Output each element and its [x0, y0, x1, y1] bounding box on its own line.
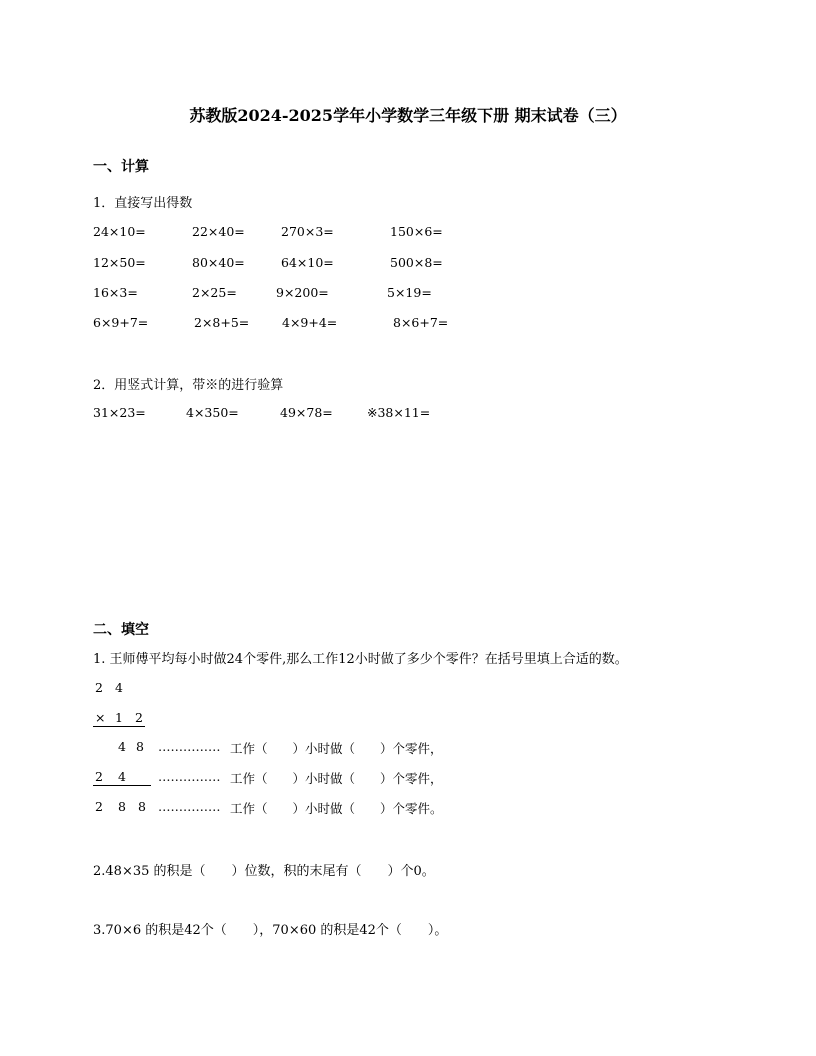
question-label-vertical: 2．用竖式计算，带※的进行验算 — [93, 378, 284, 393]
vertical-calc-item: 31×23= — [93, 405, 146, 420]
page-title: 苏教版2024-2025学年小学数学三年级下册 期末试卷（三） — [189, 106, 627, 125]
vertical-underline — [93, 726, 145, 727]
vertical-calc-item: ※38×11= — [367, 405, 431, 420]
calc-item: 24×10= — [93, 224, 146, 239]
vertical-calc-item: 4×350= — [186, 405, 239, 420]
vertical-digit: 8 — [136, 739, 144, 754]
dot-leader: …………… — [158, 769, 221, 784]
calc-item: 500×8= — [390, 255, 443, 270]
vertical-digit: 2 — [95, 799, 103, 814]
section-heading-calc: 一、计算 — [93, 159, 149, 175]
vertical-digit: 4 — [115, 680, 123, 695]
dot-leader: …………… — [158, 739, 221, 754]
section-heading-fill: 二、填空 — [93, 622, 149, 638]
vertical-underline — [93, 785, 151, 786]
vertical-digit: 8 — [118, 799, 126, 814]
vertical-digit: 2 — [135, 710, 143, 725]
calc-item: 150×6= — [390, 224, 443, 239]
calc-item: 270×3= — [281, 224, 334, 239]
vertical-digit: 2 — [95, 680, 103, 695]
calc-item: 16×3= — [93, 285, 138, 300]
calc-item: 6×9+7= — [93, 315, 149, 330]
vertical-digit: 4 — [118, 739, 126, 754]
question-label-direct: 1．直接写出得数 — [93, 196, 193, 211]
vertical-digit: 4 — [118, 769, 126, 784]
calc-item: 64×10= — [281, 255, 334, 270]
calc-item: 80×40= — [192, 255, 245, 270]
fill-row-text: 工作（ ）小时做（ ）个零件。 — [230, 801, 443, 816]
calc-item: 5×19= — [387, 285, 432, 300]
dot-leader: …………… — [158, 799, 221, 814]
vertical-calc-item: 49×78= — [280, 405, 333, 420]
multiply-sign: × — [95, 710, 106, 725]
calc-item: 12×50= — [93, 255, 146, 270]
question-text-3: 3.70×6 的积是42个（ ），70×60 的积是42个（ ）。 — [93, 923, 448, 938]
fill-row-text: 工作（ ）小时做（ ）个零件， — [230, 741, 443, 756]
calc-item: 9×200= — [276, 285, 329, 300]
calc-item: 22×40= — [192, 224, 245, 239]
fill-row-text: 工作（ ）小时做（ ）个零件， — [230, 771, 443, 786]
vertical-digit: 8 — [138, 799, 146, 814]
calc-item: 2×25= — [192, 285, 237, 300]
calc-item: 2×8+5= — [194, 315, 250, 330]
question-text-1: 1. 王师傅平均每小时做24个零件,那么工作12小时做了多少个零件？在括号里填上合适的数。 — [93, 652, 628, 667]
calc-item: 8×6+7= — [393, 315, 449, 330]
vertical-digit: 2 — [95, 769, 103, 784]
question-text-2: 2.48×35 的积是（ ）位数，积的末尾有（ ）个0。 — [93, 864, 435, 879]
vertical-digit: 1 — [115, 710, 123, 725]
calc-item: 4×9+4= — [282, 315, 338, 330]
